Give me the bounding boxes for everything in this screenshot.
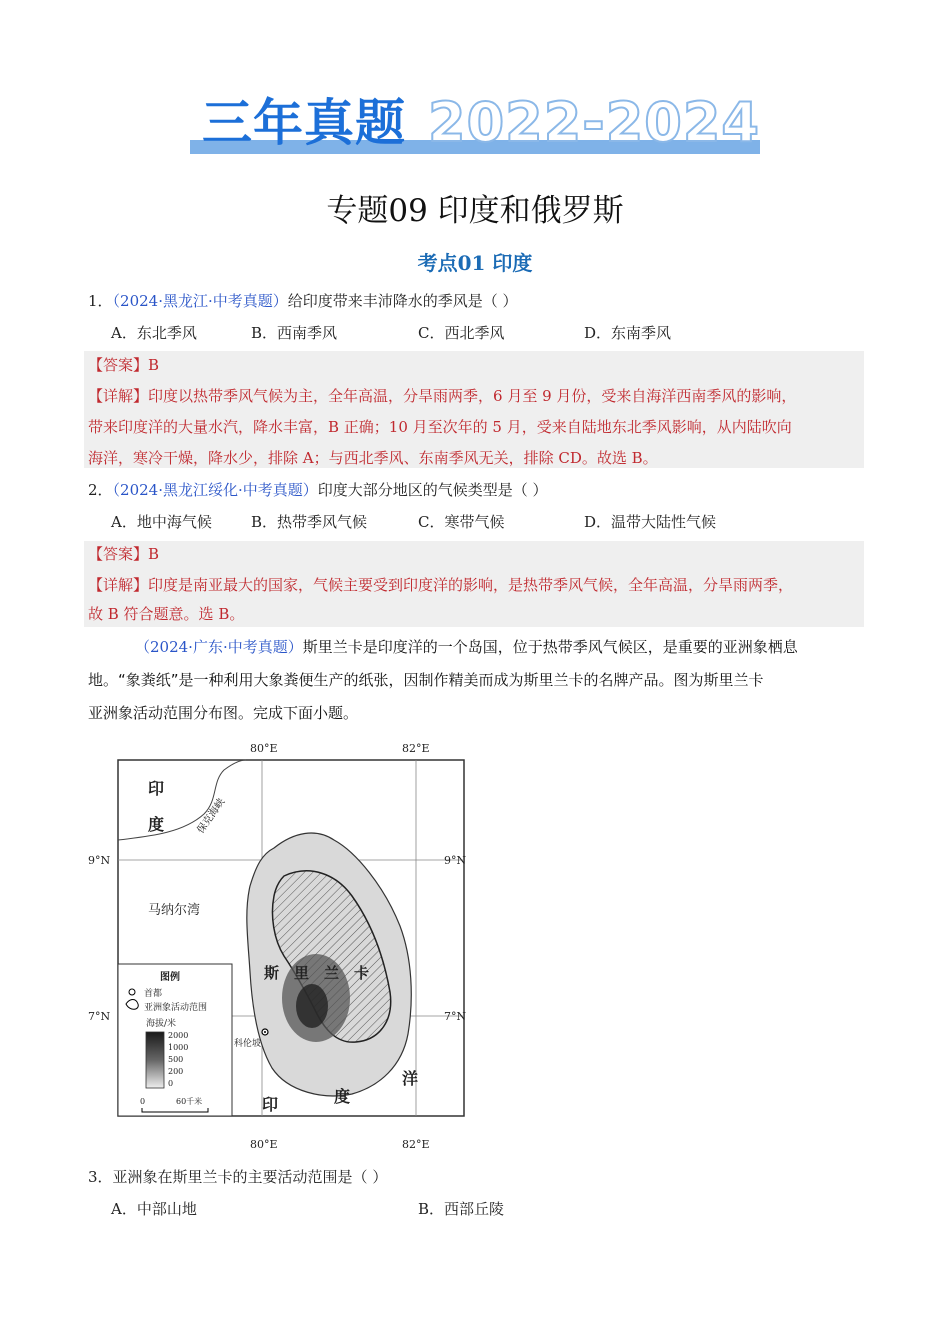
document-title: 专题09 印度和俄罗斯 [326, 193, 624, 229]
banner-main-text: 三年真题 [202, 94, 406, 152]
question-stem: 亚洲象在斯里兰卡的主要活动范围是（ ） [112, 1168, 388, 1186]
passage-line-1 [135, 637, 911, 657]
label-lon-bottom-right: 82°E [402, 1138, 430, 1151]
option-c: C．寒带气候 [418, 513, 505, 531]
label-lat-9-left: 9°N [88, 854, 111, 867]
label-country-4: 卡 [354, 964, 370, 982]
option-c: C．西北季风 [418, 324, 505, 342]
label-ocean-3: 洋 [402, 1069, 419, 1088]
highland-peak [296, 984, 328, 1028]
question-stem: 给印度带来丰沛降水的季风是（ ） [287, 292, 518, 310]
option-b: B．热带季风气候 [251, 513, 368, 531]
label-country-3: 兰 [324, 964, 340, 982]
legend-elevation-title: 海拔/米 [146, 1019, 177, 1029]
question-number: 1． [88, 292, 113, 310]
header-banner [190, 92, 760, 154]
legend-title: 图例 [160, 972, 180, 983]
passage-line-3: 亚洲象活动范围分布图。完成下面小题。 [88, 704, 359, 722]
label-lon-top-left: 80°E [250, 742, 278, 755]
legend-elevation-ramp [146, 1032, 164, 1088]
capital-dot [264, 1031, 266, 1033]
question-source: （2024·黑龙江绥化·中考真题） [112, 481, 318, 499]
label-ocean-1: 印 [262, 1095, 279, 1114]
answer-1: 【答案】B [88, 356, 160, 374]
detail-2-line-1: 【详解】印度是南亚最大的国家，气候主要受到印度洋的影响，是热带季风气候，全年高温，分旱雨两季， [88, 576, 794, 594]
label-lat-7-right: 7°N [444, 1010, 467, 1023]
option-d: D．温带大陆性气候 [584, 513, 717, 531]
legend-elev-200: 200 [168, 1067, 184, 1076]
label-country-1: 斯 [264, 964, 280, 982]
legend-elev-2000: 2000 [168, 1031, 189, 1040]
option-d: D．东南季风 [584, 324, 672, 342]
legend-range-label: 亚洲象活动范围 [144, 1003, 208, 1013]
banner-years-text: 2022-2024 [428, 91, 760, 154]
label-gulf-of-mannar: 马纳尔湾 [148, 903, 201, 918]
label-lat-9-right: 9°N [444, 854, 467, 867]
label-lon-top-right: 82°E [402, 742, 430, 755]
option-b: B．西南季风 [251, 324, 338, 342]
legend-capital-label: 首都 [144, 989, 163, 999]
label-india-1: 印 [148, 779, 165, 798]
sri-lanka-elephant-map [84, 736, 474, 1156]
question-source: （2024·黑龙江·中考真题） [112, 292, 288, 310]
detail-1-line-2: 带来印度洋的大量水汽，降水丰富，B 正确；10 月至次年的 5 月，受来自陆地东北季风影响，从内陆吹向 [88, 418, 792, 436]
option-b: B．西部丘陵 [418, 1200, 505, 1218]
question-1 [88, 291, 518, 311]
legend-elev-1000: 1000 [168, 1043, 189, 1052]
legend-elev-0: 0 [168, 1079, 174, 1088]
question-number: 3． [88, 1168, 113, 1186]
detail-2-line-2: 故 B 符合题意。选 B。 [88, 605, 245, 623]
legend-box [118, 964, 232, 1116]
label-capital: 科伦坡 [234, 1039, 262, 1049]
passage-text: 斯里兰卡是印度洋的一个岛国，位于热带季风气候区，是重要的亚洲象栖息 [302, 638, 798, 656]
option-a: A．东北季风 [111, 324, 197, 342]
section-title: 考点01 印度 [417, 251, 533, 275]
legend-capital-symbol [129, 989, 135, 995]
legend-scale-zero: 0 [140, 1097, 146, 1106]
label-lon-bottom-left: 80°E [250, 1138, 278, 1151]
passage-line-2: 地。“象粪纸”是一种利用大象粪便生产的纸张，因制作精美而成为斯里兰卡的名牌产品。图为斯里兰卡 [88, 671, 764, 689]
label-ocean-2: 度 [334, 1087, 351, 1106]
option-a: A．中部山地 [111, 1200, 197, 1218]
label-india-2: 度 [148, 815, 165, 834]
question-3 [88, 1167, 387, 1187]
question-number: 2． [88, 481, 113, 499]
label-lat-7-left: 7°N [88, 1010, 111, 1023]
detail-1-line-3: 海洋，寒冷干燥，降水少，排除 A；与西北季风、东南季风无关，排除 CD。故选 B。 [88, 449, 658, 467]
option-a: A．地中海气候 [111, 513, 212, 531]
label-country-2: 里 [294, 964, 310, 982]
passage-source: （2024·广东·中考真题） [135, 638, 303, 656]
label-palk-strait: 保克海峡 [195, 796, 228, 836]
legend-scale-end: 60千米 [176, 1097, 203, 1106]
question-2 [88, 480, 548, 500]
detail-1-line-1: 【详解】印度以热带季风气候为主，全年高温，分旱雨两季，6 月至 9 月份，受来自海洋西南季风的影响， [88, 387, 797, 405]
answer-2: 【答案】B [88, 545, 160, 563]
question-stem: 印度大部分地区的气候类型是（ ） [317, 481, 548, 499]
legend-elev-500: 500 [168, 1055, 184, 1064]
